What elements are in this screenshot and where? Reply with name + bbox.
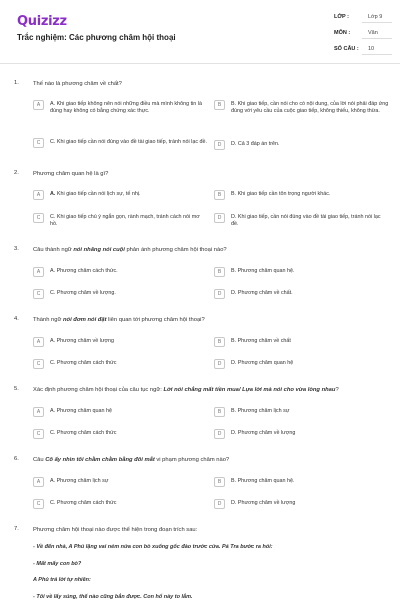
option-text: D. Khi giao tiếp, cần nói đúng vào đề tài giao tiếp, tránh nói lạc đề. xyxy=(231,214,381,227)
option-text: D. Phương châm về lượng xyxy=(231,500,296,506)
question-quote: Lời nói chẳng mất tiền mua/ Lựa lời mà nói cho vừa lòng nhau xyxy=(163,387,336,393)
option-text: A. Phương châm quan hệ xyxy=(50,408,112,414)
question-text-part: Xác định phương châm hội thoại của câu tục ngữ: xyxy=(33,387,164,393)
option-text: C. Phương châm cách thức xyxy=(50,500,117,506)
quizizz-logo: Quizizz xyxy=(17,14,67,29)
option-text: B. Khi giao tiếp, cần nói cho có nội dung, của lời nói phải đáp ứng đúng với yêu cầu của cuộc giao tiếp, không thiếu, không thừa. xyxy=(231,101,389,114)
question-text-part: Thế nào là phương châm về chất? xyxy=(33,81,122,87)
option-text: D. Phương châm quan hệ xyxy=(231,360,294,366)
question-text xyxy=(33,456,383,464)
option-text: A. Phương châm cách thức. xyxy=(50,268,118,274)
option-letter: B xyxy=(214,337,225,347)
meta-subject-value: Văn xyxy=(368,30,378,36)
option-text: B. Phương châm quan hệ. xyxy=(231,478,295,484)
question-text-part: Phương châm hội thoại nào được thể hiện trong đoạn trích sau: xyxy=(33,527,198,533)
option-letter: D xyxy=(214,429,225,439)
question-number: 4. xyxy=(14,316,19,322)
question-text-part: vi phạm phương châm nào? xyxy=(154,457,230,463)
question-number: 6. xyxy=(14,456,19,462)
option-text: A. Khi giao tiếp không nên nói những điều mà mình không tin là đúng hay không có bằng chứng xác thực. xyxy=(50,101,202,114)
question-number: 2. xyxy=(14,170,19,176)
option-letter: B xyxy=(214,477,225,487)
option-letter: A xyxy=(33,267,44,277)
option-letter: A xyxy=(33,477,44,487)
page-title: Trắc nghiệm: Các phương châm hội thoại xyxy=(17,33,176,42)
question-text xyxy=(33,526,383,534)
passage-line: - Về đến nhà, A Phủ lặng vai ném nửa con bò xuống gốc đào trước cửa. Pá Tra bước ra hỏi: xyxy=(33,544,273,550)
option-letter: D xyxy=(214,140,225,150)
meta-subject-key: MÔN : xyxy=(334,30,351,36)
question-text xyxy=(33,246,383,254)
option-letter: B xyxy=(214,100,225,110)
option-letter: A xyxy=(33,407,44,417)
question-text-part: liên quan tới phương châm hội thoại? xyxy=(106,317,205,323)
option-letter: A xyxy=(33,337,44,347)
option-letter: D xyxy=(214,499,225,509)
option-text: B. Phương châm quan hệ. xyxy=(231,268,295,274)
option-text: C. Phương châm cách thức xyxy=(50,360,117,366)
option-letter: C xyxy=(33,138,44,148)
option-letter: D xyxy=(214,359,225,369)
option-text xyxy=(50,191,208,198)
option-prefix: A. xyxy=(50,191,56,197)
option-letter: D xyxy=(214,213,225,223)
option-text: C. Phương châm về lượng. xyxy=(50,290,116,296)
question-number: 3. xyxy=(14,246,19,252)
meta-count-value: 10 xyxy=(368,46,375,52)
meta-count-key: SỐ CÂU : xyxy=(334,46,359,52)
option-letter: A xyxy=(33,100,44,110)
question-text-part: Thành ngữ xyxy=(33,317,63,323)
option-letter: B xyxy=(214,267,225,277)
question-text xyxy=(33,316,383,324)
question-text-part: Câu xyxy=(33,457,46,463)
question-text xyxy=(33,170,383,178)
option-text: C. Khi giao tiếp chú ý ngắn gọn, rành mạch, tránh cách nói mơ hồ. xyxy=(50,214,200,227)
document-header xyxy=(0,0,400,64)
option-text: C. Khi giao tiếp cần nói đúng vào đề tài giao tiếp, tránh nói lạc đề. xyxy=(50,139,208,145)
divider xyxy=(362,54,392,55)
option-letter: C xyxy=(33,359,44,369)
option-text: D. Phương châm về lượng xyxy=(231,430,296,436)
option-text: A. Phương châm về lượng xyxy=(50,338,115,344)
option-letter: C xyxy=(33,213,44,223)
option-text: B. Khi giao tiếp cần tôn trọng người khác. xyxy=(231,191,331,197)
passage-line: A Phủ trả lời tự nhiên: xyxy=(33,577,91,583)
option-text: B. Phương châm về chất xyxy=(231,338,291,344)
meta-grade-key: LỚP : xyxy=(334,14,349,20)
question-quote: Cô ấy nhìn tôi chằm chằm bằng đôi mắt xyxy=(45,457,155,463)
option-letter: C xyxy=(33,499,44,509)
passage-line: - Tôi về lấy súng, thế nào cũng bắn được. Con hổ này to lắm. xyxy=(33,594,193,600)
question-text xyxy=(33,386,383,394)
option-letter: D xyxy=(214,289,225,299)
question-text-part: phản ánh phương châm hội thoại nào? xyxy=(124,247,227,253)
question-text xyxy=(33,80,383,88)
option-text: D. Phương châm về chất. xyxy=(231,290,293,296)
divider xyxy=(362,22,392,23)
option-letter: C xyxy=(33,289,44,299)
option-letter: B xyxy=(214,190,225,200)
question-quote: nói nhăng nói cuội xyxy=(73,247,125,253)
option-letter: B xyxy=(214,407,225,417)
question-number: 7. xyxy=(14,526,19,532)
question-number: 1. xyxy=(14,80,19,86)
meta-grade-value: Lớp 9 xyxy=(368,14,383,20)
question-text-part: ? xyxy=(335,387,339,393)
question-quote: nói đơm nói đặt xyxy=(63,317,107,323)
divider xyxy=(362,38,392,39)
option-letter: A xyxy=(33,190,44,200)
option-text: B. Phương châm lịch sự xyxy=(231,408,290,414)
option-text: A. Phương châm lịch sự xyxy=(50,478,109,484)
question-text-part: Phương châm quan hệ là gì? xyxy=(33,171,109,177)
question-number: 5. xyxy=(14,386,19,392)
option-text: D. Cả 3 đáp án trên. xyxy=(231,141,280,147)
option-letter: C xyxy=(33,429,44,439)
option-text: C. Phương châm cách thức xyxy=(50,430,117,436)
question-text-part: Câu thành ngữ xyxy=(33,247,74,253)
passage-line: - Mất mấy con bò? xyxy=(33,561,82,567)
option-body: Khi giao tiếp cần nói lịch sự, tế nhị. xyxy=(55,191,141,197)
